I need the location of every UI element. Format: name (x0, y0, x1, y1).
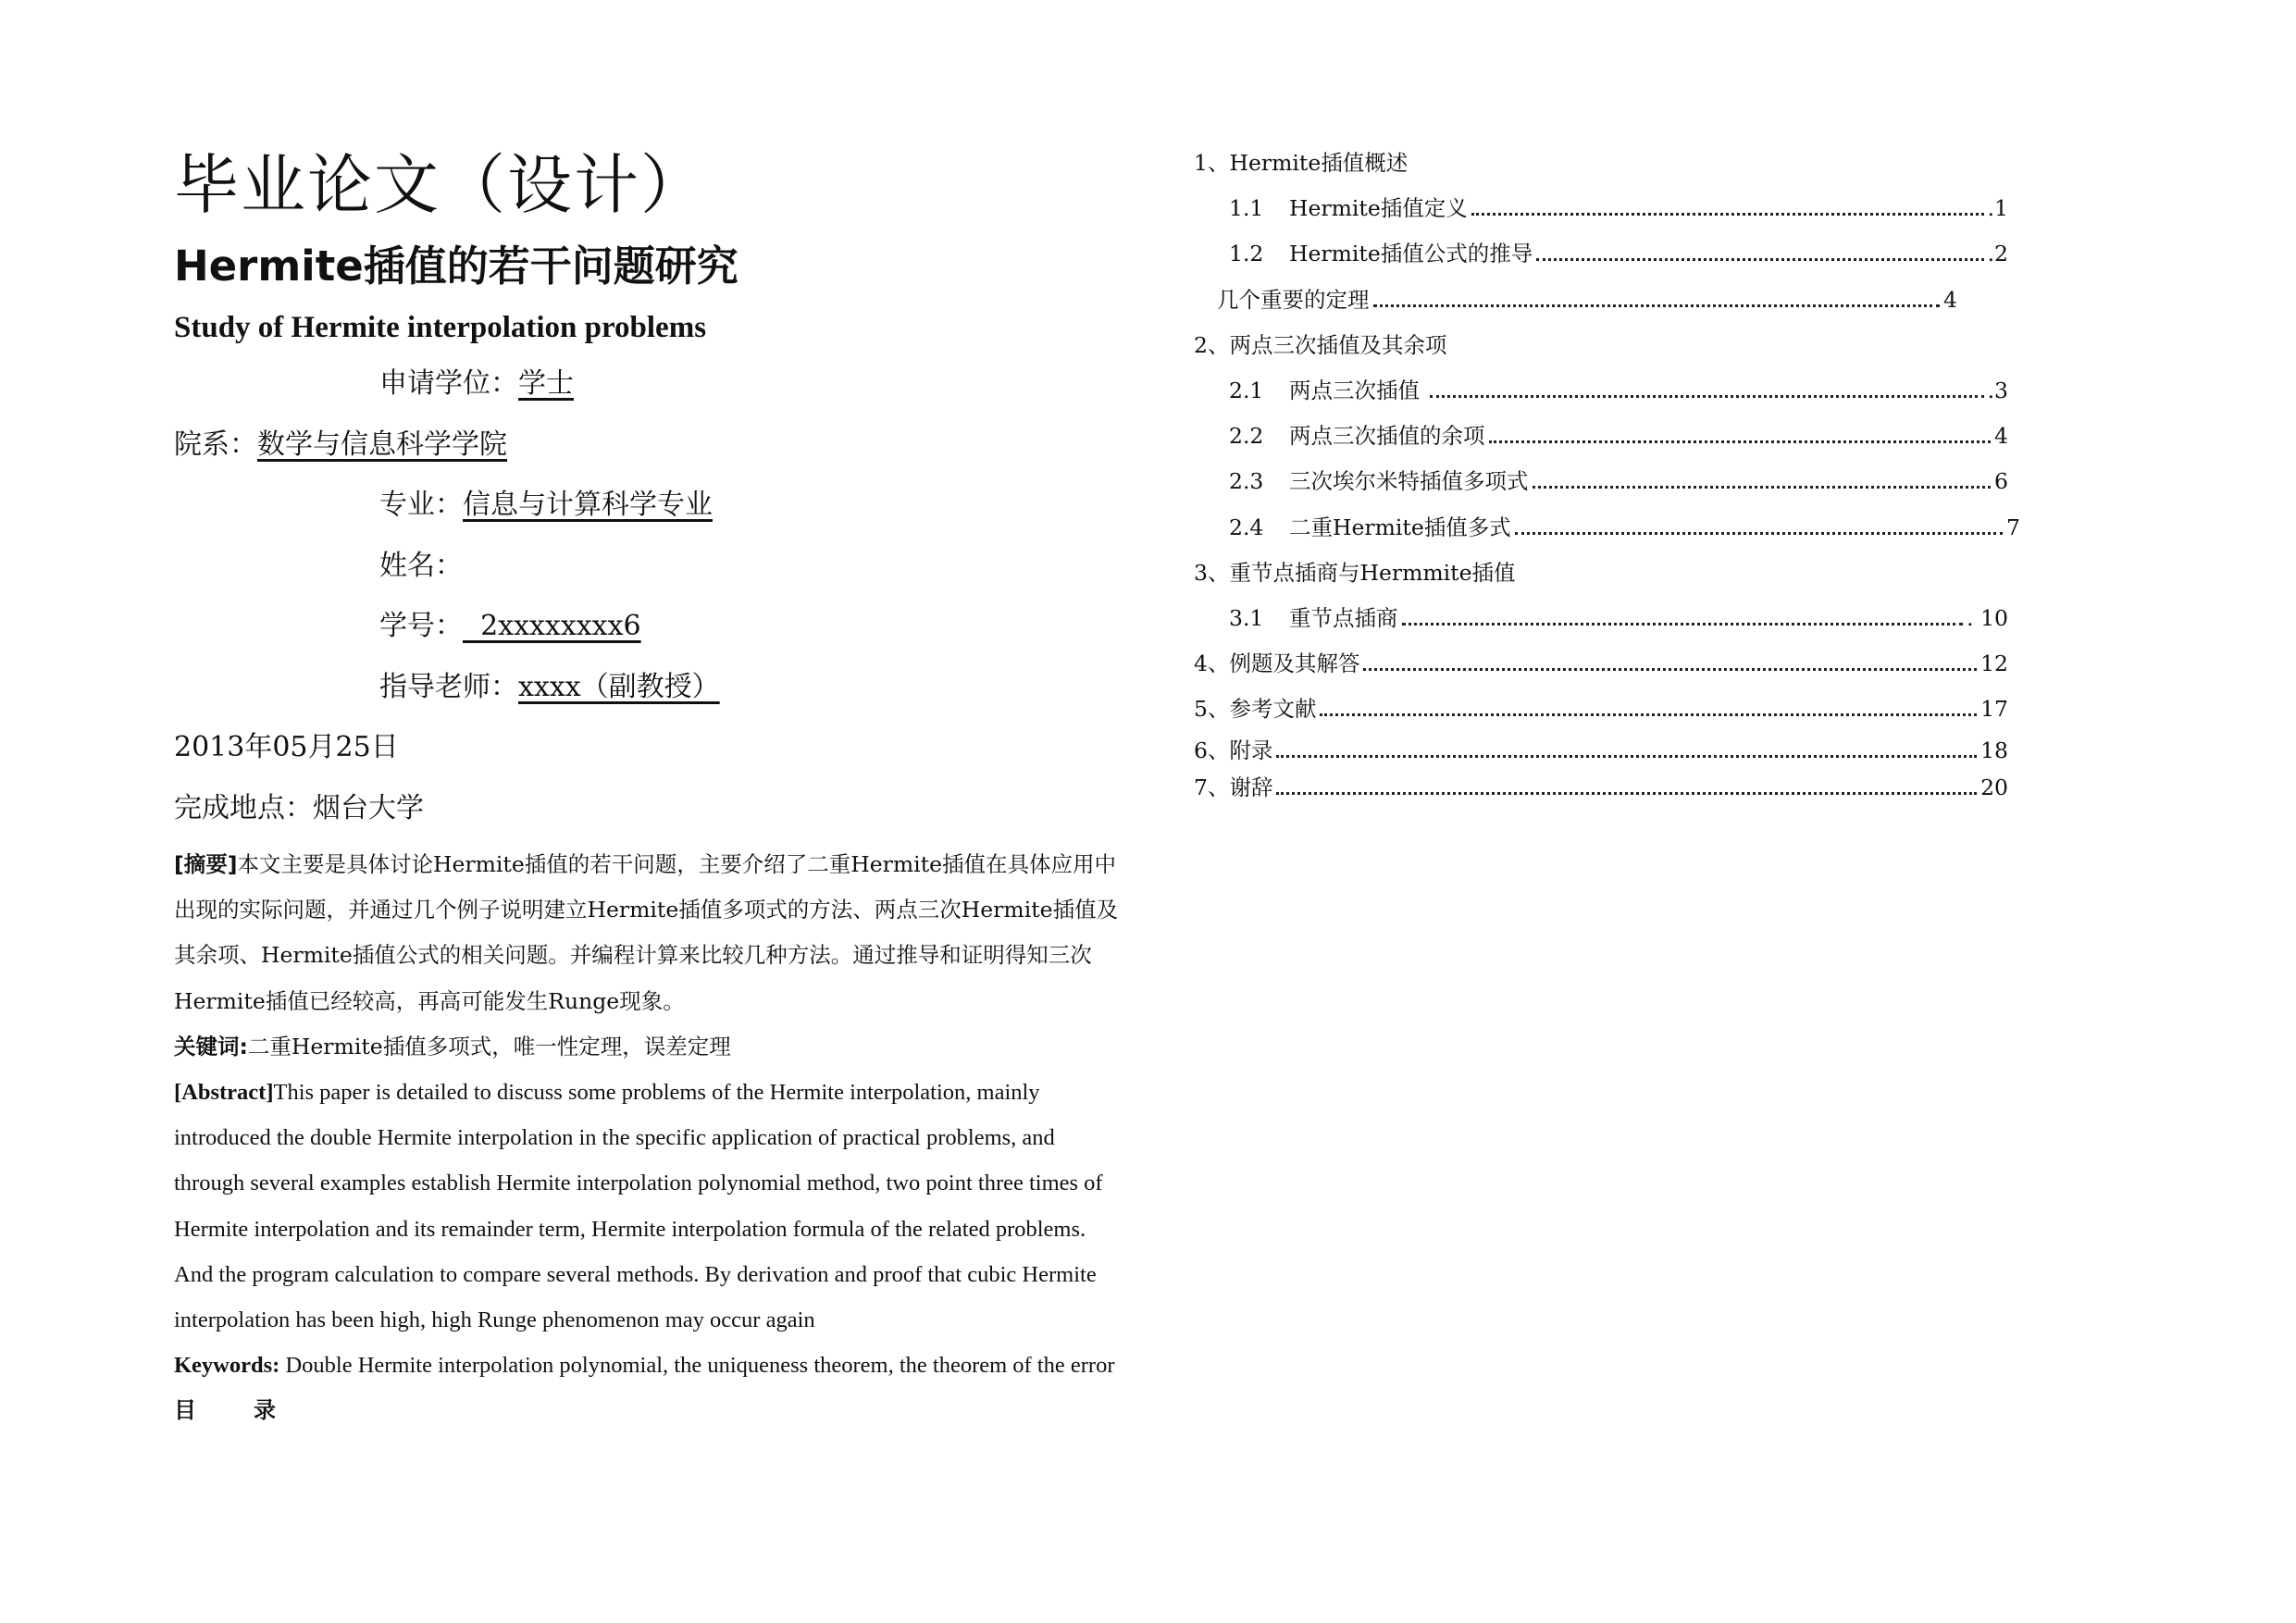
toc-item[interactable] (1194, 186, 2008, 231)
toc-leader-dots (1489, 440, 1992, 443)
table-of-contents (1194, 141, 2020, 806)
department-line (174, 415, 1127, 476)
toc-item[interactable] (1194, 732, 2008, 769)
toc-item-page: 6 (1994, 468, 2008, 495)
toc-leader-dots (1363, 668, 1977, 671)
toc-item-title: Hermite插值定义 (1289, 195, 1468, 222)
toc-item-title: Hermite插值概述 (1229, 150, 1409, 176)
toc-item-number: 1.1 (1229, 195, 1264, 222)
chinese-keywords-text: 二重Hermite插值多项式，唯一性定理，误差定理 (247, 1033, 731, 1059)
toc-item-number: 3.1 (1229, 604, 1264, 631)
advisor-line (174, 657, 1127, 718)
toc-item-page: . 10 (1967, 604, 2008, 631)
toc-item-page: 17 (1980, 696, 2008, 723)
student-id-value: 2xxxxxxxx6 (463, 610, 641, 642)
english-keywords (174, 1343, 1127, 1388)
toc-item-number: 3、 (1194, 559, 1230, 586)
toc-item[interactable] (1194, 505, 2020, 551)
chinese-keywords-label: 关键词: (174, 1033, 248, 1059)
toc-item-title: 附录 (1229, 737, 1273, 764)
toc-item[interactable] (1194, 687, 2008, 732)
chinese-keywords (174, 1024, 1127, 1070)
toc-item[interactable] (1194, 414, 2008, 459)
toc-item[interactable] (1194, 769, 2008, 806)
toc-item[interactable] (1194, 323, 2008, 368)
advisor-label: 指导老师： (379, 670, 518, 703)
toc-item[interactable] (1194, 551, 2008, 596)
toc-item-title: Hermite插值公式的推导 (1289, 241, 1533, 267)
toc-leader-dots (1533, 486, 1992, 489)
degree-label: 申请学位： (379, 367, 518, 400)
chinese-abstract-label: [摘要] (174, 851, 238, 877)
toc-item-title: 重节点插商与Hermmite插值 (1229, 559, 1516, 586)
toc-leader-dots (1276, 755, 1977, 758)
student-id-line (174, 596, 1127, 657)
toc-item-number: 2、 (1194, 331, 1230, 358)
major-label: 专业： (379, 489, 463, 521)
toc-item-page: 4 (1994, 423, 2008, 450)
name-line (174, 536, 1127, 597)
toc-item[interactable] (1194, 231, 2008, 277)
thesis-english-title: Study of Hermite interpolation problems (174, 311, 707, 344)
toc-item-title: 两点三次插值 (1289, 377, 1427, 403)
toc-item-page: .3 (1987, 377, 2008, 403)
toc-item-title: 例题及其解答 (1229, 650, 1360, 677)
toc-item-title: 二重Hermite插值多式 (1289, 514, 1511, 540)
toc-item-number: 2.2 (1229, 423, 1264, 450)
major-line (174, 475, 1127, 536)
toc-item-number: 5、 (1194, 696, 1230, 723)
toc-item-number: 6、 (1194, 737, 1230, 764)
toc-heading-char-1: 目 (174, 1397, 196, 1424)
toc-item-page: 18 (1980, 737, 2008, 764)
toc-item-number: 1、 (1194, 150, 1230, 176)
student-id-label: 学号： (379, 610, 463, 642)
name-label: 姓名： (379, 549, 463, 582)
toc-item-title: 三次埃尔米特插值多项式 (1289, 468, 1529, 495)
completion-date: 2013年05月25日 (174, 731, 399, 763)
toc-leader-dots (1373, 304, 1941, 307)
degree-value: 学士 (518, 367, 574, 400)
toc-item-number: 1.2 (1229, 241, 1264, 267)
toc-item-page: .1 (1987, 195, 2008, 222)
toc-leader-dots (1515, 532, 2003, 535)
degree-line (174, 353, 1127, 415)
toc-item-number: 2.4 (1229, 514, 1264, 540)
chinese-abstract (174, 842, 1127, 1024)
toc-heading-char-2: 录 (254, 1397, 276, 1424)
toc-item-title: 重节点插商 (1289, 604, 1398, 631)
thesis-chinese-title: Hermite插值的若干问题研究 (174, 242, 738, 291)
toc-item-page: .2 (1987, 241, 2008, 267)
toc-item-number: 2.1 (1229, 377, 1264, 403)
toc-item[interactable] (1194, 459, 2008, 504)
toc-item[interactable] (1194, 278, 1957, 323)
toc-leader-dots (1320, 713, 1977, 716)
toc-item-title: 两点三次插值的余项 (1289, 423, 1485, 450)
completion-place: 完成地点：烟台大学 (174, 791, 424, 824)
toc-item-page: 12 (1980, 650, 2008, 677)
cover-column (174, 139, 1127, 1434)
english-abstract (174, 1070, 1127, 1343)
advisor-value: xxxx（副教授） (518, 670, 720, 703)
toc-item-page: 20 (1980, 774, 2008, 801)
toc-item[interactable] (1194, 141, 2008, 186)
toc-item[interactable] (1194, 596, 2008, 641)
toc-leader-dots (1536, 258, 1983, 261)
english-abstract-label: [Abstract] (174, 1080, 274, 1106)
toc-item[interactable] (1194, 368, 2008, 414)
toc-item-page: 4 (1943, 286, 1957, 313)
chinese-abstract-text: 本文主要是具体讨论Hermite插值的若干问题，主要介绍了二重Hermite插值在具体应用中出现的实际问题，并通过几个例子说明建立Hermite插值多项式的方法、两点三次Hermite插值及其余项、Hermite插值公式的相关问题。并编程计算来比较几种方法。通过推导和证明得知三次Hermite插值已经较高，再高可能发生Runge现象。 (174, 851, 1119, 1014)
toc-item[interactable] (1194, 641, 2008, 687)
toc-item-title: 两点三次插值及其余项 (1229, 331, 1447, 358)
toc-leader-dots (1471, 213, 1984, 216)
toc-item-number: 4、 (1194, 650, 1230, 677)
thesis-main-title: 毕业论文（设计） (174, 147, 707, 223)
toc-item-title: 参考文献 (1229, 696, 1317, 723)
department-label: 院系： (174, 427, 257, 461)
toc-leader-dots (1430, 395, 1983, 398)
toc-item-number: 2.3 (1229, 468, 1264, 495)
toc-item-title: 几个重要的定理 (1217, 286, 1370, 313)
major-value: 信息与计算科学专业 (463, 489, 713, 521)
toc-item-page: 7 (2006, 514, 2020, 540)
toc-leader-dots (1402, 623, 1964, 626)
toc-item-number: 7、 (1194, 774, 1230, 801)
english-abstract-text: This paper is detailed to discuss some problems of the Hermite interpolation, mainly introduced the double Hermite interpolation in the specific application of practical problems, and through several examples establish Hermite interpolation polynomial method, two point three times of Hermite interpolation and its remainder term, Hermite interpolation formula of the related problems. And the program calculation to compare several methods. By derivation and proof that cubic Hermite interpolation has been high, high Runge phenomenon may occur again (174, 1080, 1103, 1333)
toc-item-title: 谢辞 (1229, 774, 1273, 801)
english-keywords-text: Double Hermite interpolation polynomial, the uniqueness theorem, the theorem of the error (279, 1353, 1115, 1379)
english-keywords-label: Keywords: (174, 1353, 280, 1379)
toc-heading (174, 1388, 1127, 1433)
department-value: 数学与信息科学学院 (257, 427, 507, 461)
toc-leader-dots (1276, 792, 1977, 795)
